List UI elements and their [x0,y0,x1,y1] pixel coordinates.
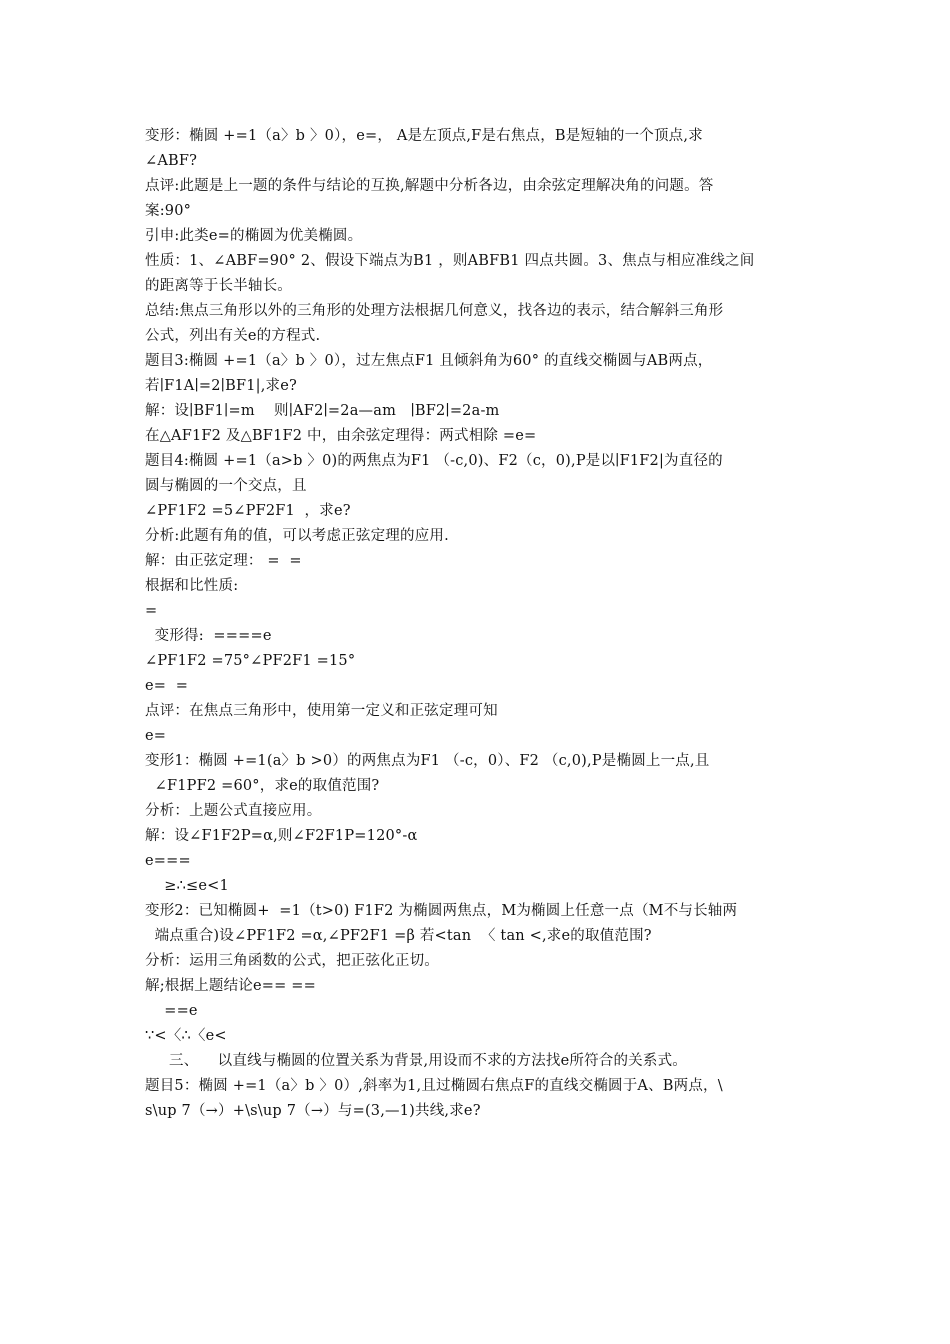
text-line: 引申:此类e=的椭圆为优美椭圆。 [145,228,363,244]
text-line: e= [145,728,167,744]
text-line: 解;根据上题结论e== == [145,978,316,994]
text-line: 变形：椭圆 +=1（a〉b 〉0），e=， A是左顶点,F是右焦点，B是短轴的一个顶点,求 [145,128,703,144]
text-line: 端点重合)设∠PF1F2 =α,∠PF2F1 =β 若<tan 〈 tan <,求e的取值范围? [145,928,652,944]
text-line: ∵<〈∴〈e< [145,1028,227,1044]
text-line: e= = [145,678,189,694]
text-line: 的距离等于长半轴长。 [145,278,292,294]
text-line: ==e [145,1003,198,1019]
text-line: 性质：1、∠ABF=90° 2、假设下端点为B1 ，则ABFB1 四点共圆。3、焦点与相应准线之间 [145,253,755,269]
text-line: 分析:此题有角的值，可以考虑正弦定理的应用. [145,528,449,544]
text-line: ∠ABF? [145,153,198,169]
text-line: ∠PF1F2 =5∠PF2F1 ，求e? [145,503,351,519]
text-line: 在△AF1F2 及△BF1F2 中，由余弦定理得：两式相除 =e= [145,428,537,444]
text-line: ∠PF1F2 =75°∠PF2F1 =15° [145,653,356,669]
text-line: 题目5：椭圆 +=1（a〉b 〉0）,斜率为1,且过椭圆右焦点F的直线交椭圆于A、B两点，\ [145,1078,723,1094]
text-line: 案:90° [145,203,192,219]
text-line: 分析：上题公式直接应用。 [145,803,322,819]
text-line: 题目4:椭圆 +=1（a>b 〉0)的两焦点为F1 （-c,0)、F2（c，0),P是以∣F1F2|为直径的 [145,453,723,469]
text-line: s\up 7（→）+\s\up 7（→）与=(3,—1)共线,求e? [145,1103,481,1119]
text-line: 总结:焦点三角形以外的三角形的处理方法根据几何意义，找各边的表示，结合解斜三角形 [145,303,724,319]
text-line: 变形2：已知椭圆+ =1（t>0) F1F2 为椭圆两焦点，M为椭圆上任意一点（M不与长轴两 [145,903,738,919]
text-line: e=== [145,853,191,869]
text-line: 解：设∠F1F2P=α,则∠F2F1P=120°-α [145,828,418,844]
text-line: = [145,603,158,619]
section-heading: 三、 以直线与椭圆的位置关系为背景,用设而不求的方法找e所符合的关系式。 [145,1053,687,1069]
text-line: 解：设∣BF1∣=m 则∣AF2∣=2a—am ∣BF2∣=2a-m [145,403,500,419]
text-line: 公式，列出有关e的方程式. [145,328,321,344]
text-line: 点评:此题是上一题的条件与结论的互换,解题中分析各边，由余弦定理解决角的问题。答 [145,178,714,194]
text-line: 变形1：椭圆 +=1(a〉b >0）的两焦点为F1 （-c，0）、F2 （c,0),P是椭圆上一点,且 [145,753,710,769]
text-line: ∠F1PF2 =60°，求e的取值范围? [145,778,380,794]
text-line: 点评：在焦点三角形中，使用第一定义和正弦定理可知 [145,703,498,719]
text-line: 题目3:椭圆 +=1（a〉b 〉0），过左焦点F1 且倾斜角为60° 的直线交椭圆与AB两点， [145,353,713,369]
text-line: 变形得: ====e [145,628,272,644]
text-line: 分析：运用三角函数的公式，把正弦化正切。 [145,953,439,969]
text-line: ≥∴≤e<1 [145,878,229,894]
text-line: 根据和比性质: [145,578,239,594]
text-line: 解：由正弦定理： = = [145,553,302,569]
text-line: 若∣F1A∣=2∣BF1|,求e? [145,378,297,394]
text-line: 圆与椭圆的一个交点，且 [145,478,307,494]
